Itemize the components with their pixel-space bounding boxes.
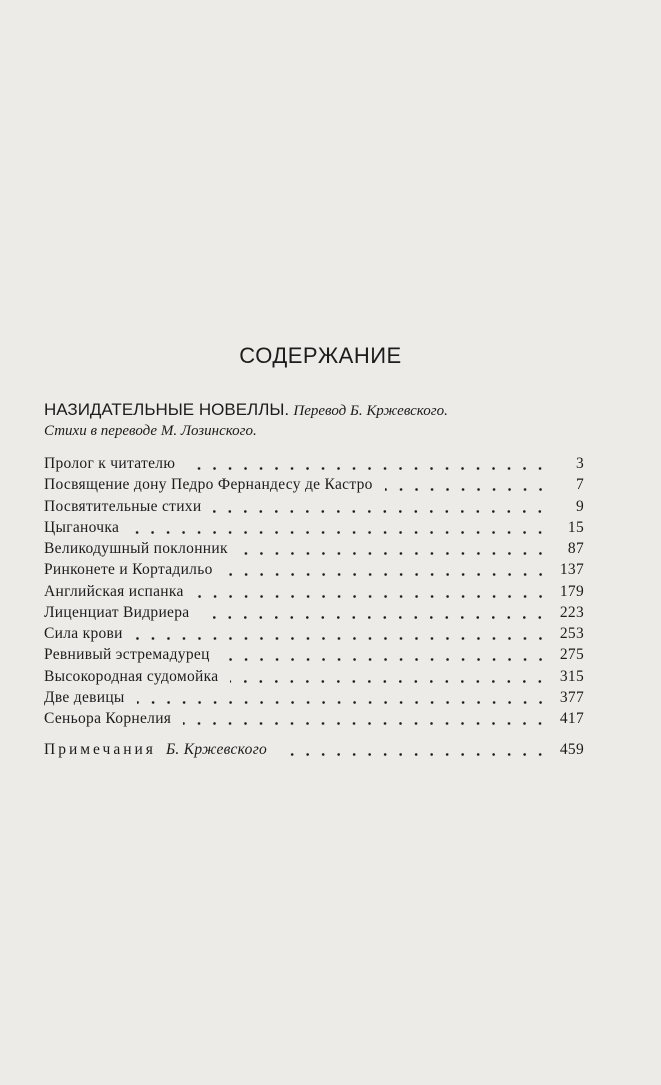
toc-entry-notes: [44, 741, 584, 762]
toc-entry-title: Пролог к читателю: [44, 455, 176, 472]
toc-entry: [44, 561, 584, 582]
toc-entry-page: 223: [559, 603, 584, 621]
section-translator: Перевод Б. Кржевского.: [293, 403, 448, 419]
toc-entry-title: Цыганочка: [44, 518, 120, 536]
dot-leader: [222, 658, 548, 661]
dot-leader: [135, 637, 548, 640]
toc-entry-title: Сеньора Корнелия: [44, 710, 172, 727]
toc-entry-page: 3: [575, 455, 584, 472]
dot-leader: [279, 753, 548, 756]
section-title: НАЗИДАТЕЛЬНЫЕ НОВЕЛЛЫ.: [44, 400, 290, 419]
toc-entry-title: Две девицы: [44, 688, 125, 706]
toc-entry: [44, 519, 584, 540]
toc-entry: [44, 583, 584, 604]
table-of-contents: [44, 455, 584, 763]
toc-entry-title: Английская испанка: [44, 582, 184, 600]
dot-leader: [196, 595, 548, 598]
notes-author: Б. Кржевского: [165, 741, 268, 759]
toc-entry-title: Лиценциат Видриера: [44, 603, 190, 621]
dot-leader: [240, 552, 548, 555]
page-title: [0, 343, 661, 369]
toc-entry-title: Высокородная судомойка: [44, 667, 219, 685]
toc-entry: [44, 540, 584, 561]
toc-entry-page: 7: [575, 476, 584, 494]
toc-entry-page: 15: [567, 518, 584, 536]
toc-entry-title: Ревнивый эстремадурец: [44, 646, 210, 664]
toc-entry-title: Посвящение дону Педро Фернандесу де Кастро: [44, 476, 373, 494]
dot-leader: [187, 467, 548, 470]
dot-leader: [201, 616, 548, 619]
toc-entry-title: Сила крови: [44, 625, 123, 642]
toc-entry-page: 275: [559, 646, 584, 664]
toc-entry: [44, 710, 584, 731]
toc-entry: [44, 476, 584, 497]
toc-entry-page: 417: [559, 710, 584, 727]
title-text: СОДЕРЖАНИЕ: [239, 343, 402, 368]
dot-leader: [385, 488, 548, 491]
dot-leader: [213, 510, 548, 513]
toc-entry-page: 179: [559, 582, 584, 600]
toc-entry: [44, 625, 584, 646]
section-verses-translator: Стихи в переводе М. Лозинского.: [44, 423, 257, 439]
toc-entry-page: 137: [559, 561, 584, 579]
toc-entry-page: 87: [567, 540, 584, 557]
toc-entry: [44, 498, 584, 519]
toc-entry: [44, 455, 584, 476]
toc-entry: [44, 689, 584, 710]
dot-leader: [183, 722, 548, 725]
notes-title: Примечания: [44, 741, 156, 759]
toc-entry: [44, 646, 584, 667]
notes-page: 459: [559, 741, 584, 759]
toc-entry-page: 315: [559, 667, 584, 685]
toc-entry: [44, 604, 584, 625]
toc-entry-title: Посвятительные стихи: [44, 497, 202, 515]
section-heading: [44, 400, 448, 420]
dot-leader: [225, 573, 548, 576]
toc-entry-title: Великодушный поклонник: [44, 540, 228, 557]
dot-leader: [230, 680, 548, 683]
toc-entry-page: 253: [559, 625, 584, 642]
dot-leader: [131, 531, 548, 534]
toc-entry-page: 9: [575, 497, 584, 515]
toc-entry: [44, 668, 584, 689]
dot-leader: [137, 701, 548, 704]
toc-entry-title: Ринконете и Кортадильо: [44, 561, 213, 579]
toc-entry-page: 377: [559, 688, 584, 706]
